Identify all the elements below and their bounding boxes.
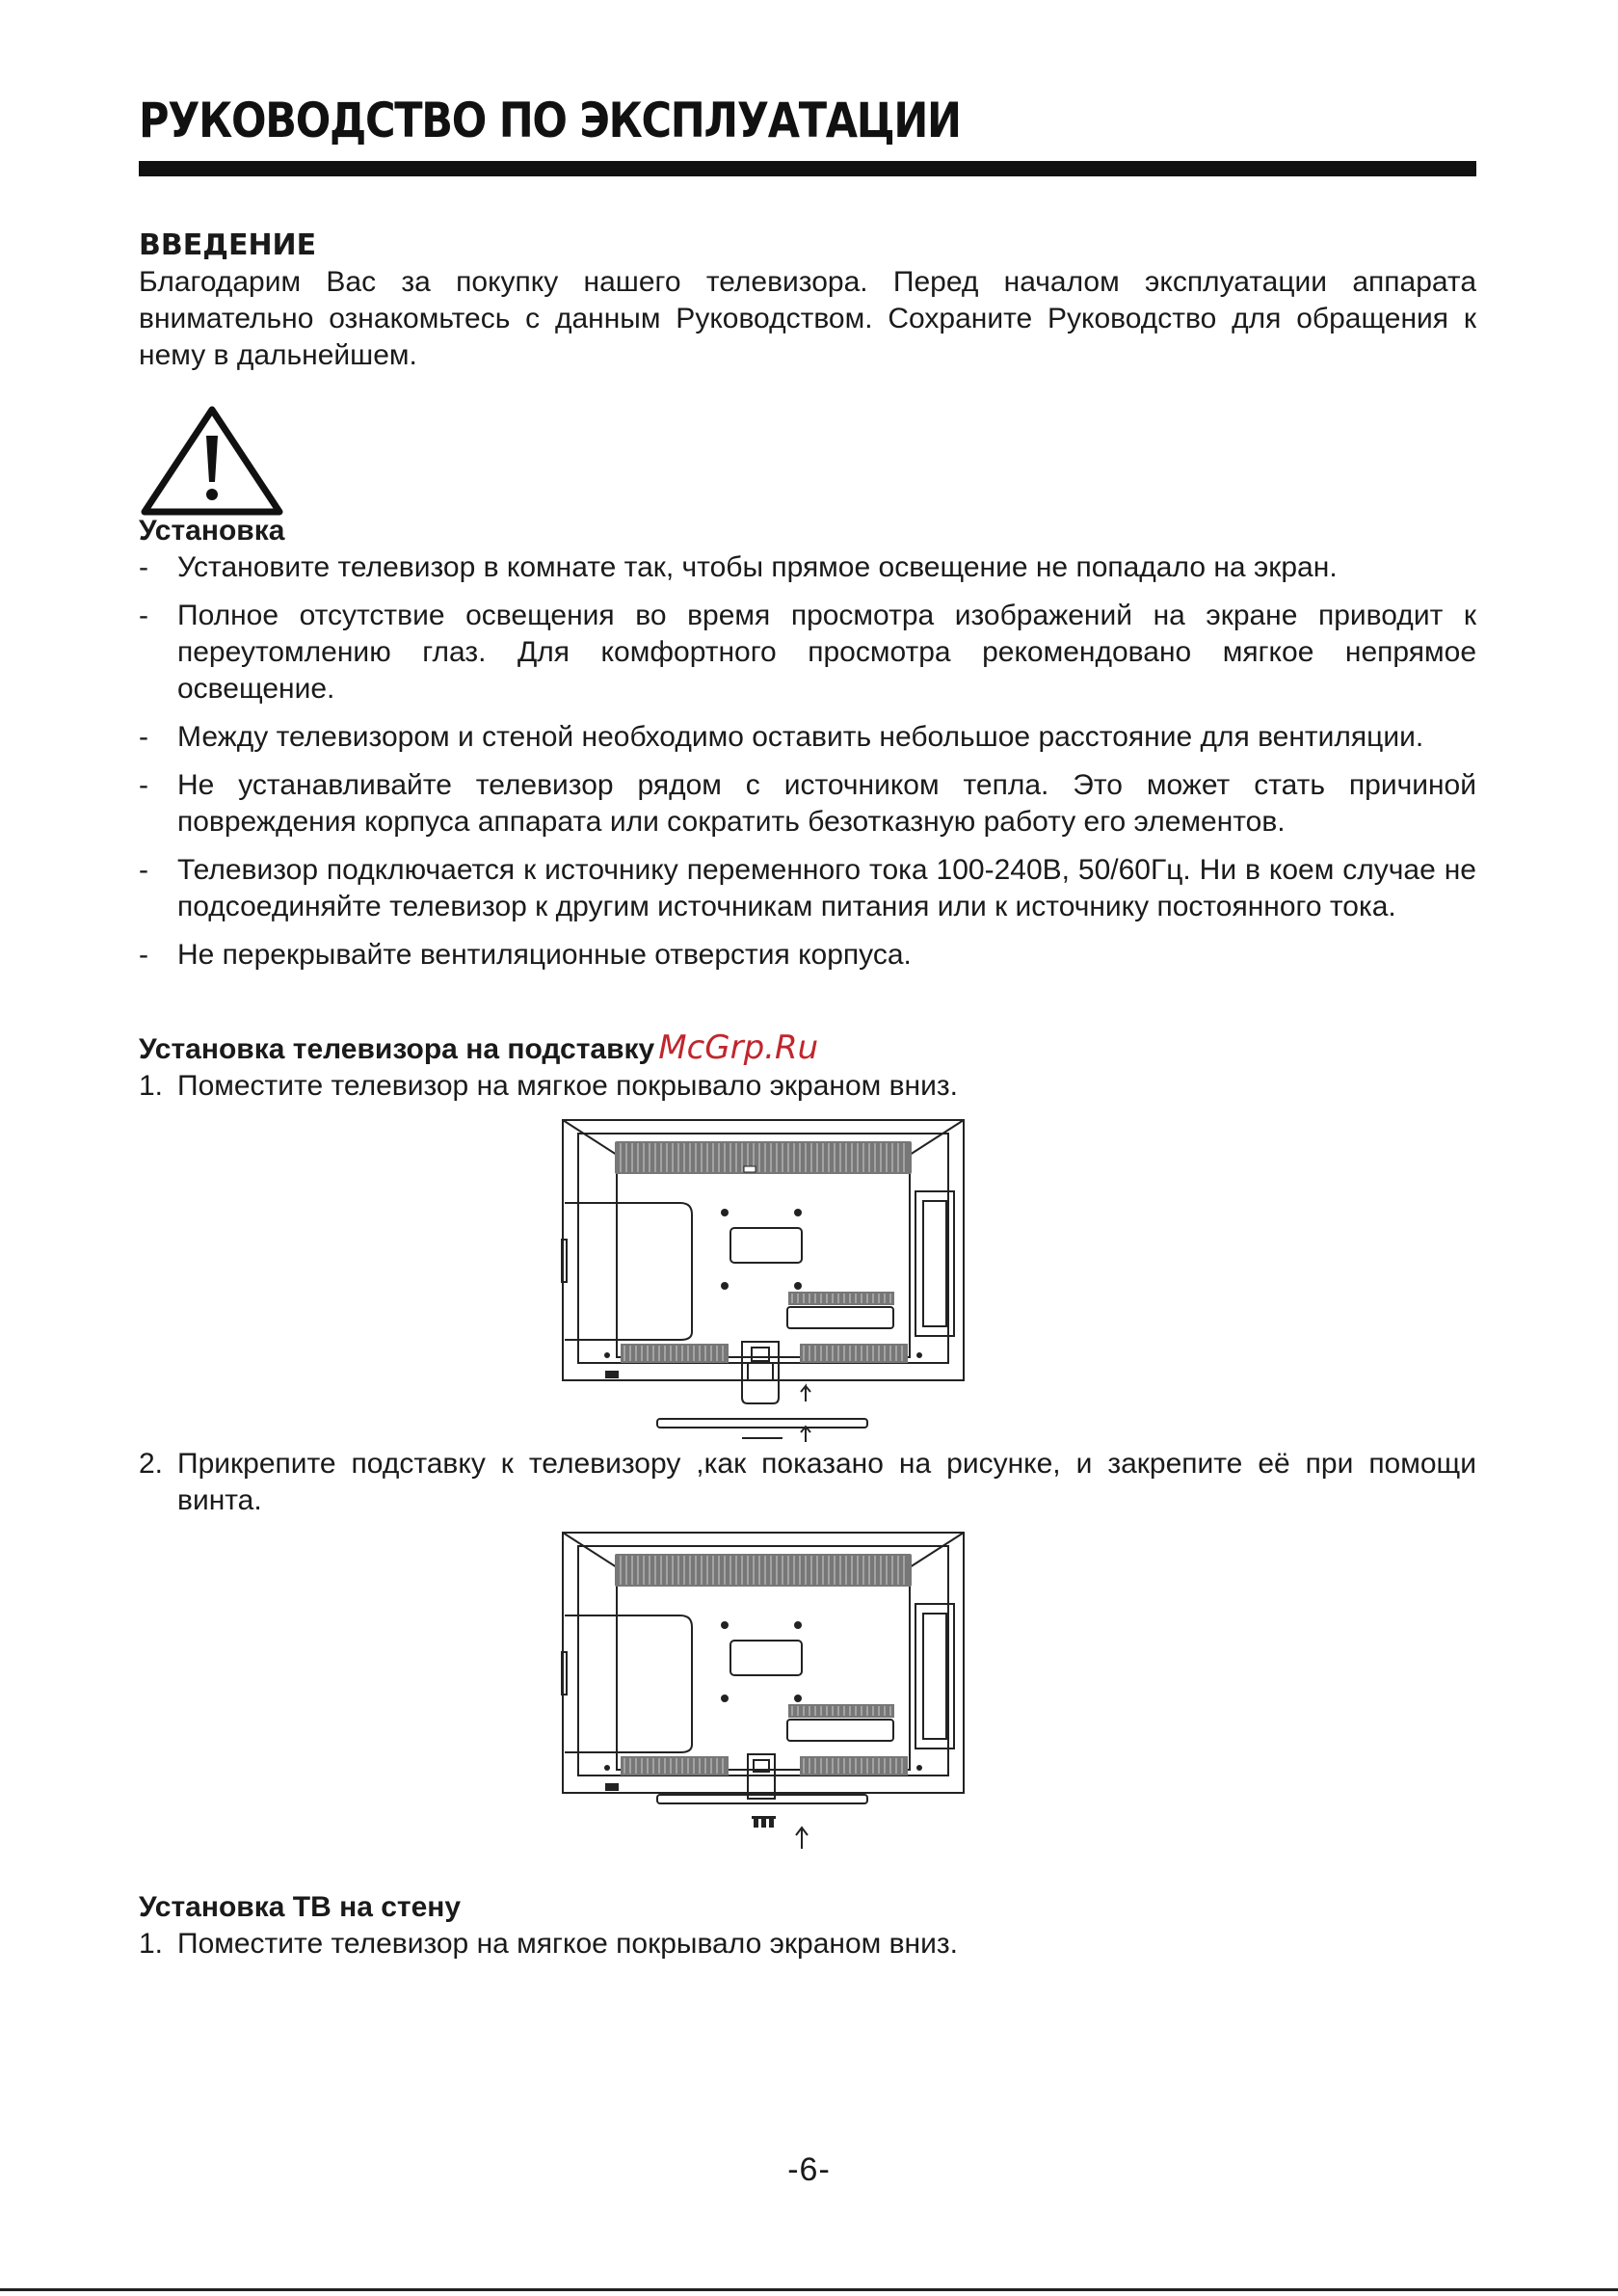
list-dash: -	[139, 600, 148, 631]
warning-icon	[139, 403, 285, 519]
list-item-text: Не перекрывайте вентиляционные отверстия корпуса.	[177, 939, 912, 971]
list-item-text: Установите телевизор в комнате так, чтобы прямое освещение не попадало на экран.	[177, 551, 1338, 583]
step-number: 2.	[139, 1448, 164, 1480]
list-dash: -	[139, 854, 148, 886]
list-item	[139, 1446, 1476, 1519]
list-item	[139, 719, 1476, 756]
list-item	[139, 852, 1476, 925]
tv-back-stand-diagram-1	[561, 1118, 966, 1446]
wall-steps	[139, 1926, 1476, 1962]
step-text: Поместите телевизор на мягкое покрывало экраном вниз.	[177, 1070, 958, 1102]
manual-content	[139, 227, 1476, 1962]
stand-steps	[139, 1068, 1476, 1105]
intro-heading: ВВЕДЕНИЕ	[139, 228, 317, 262]
list-dash: -	[139, 721, 148, 753]
list-dash: -	[139, 939, 148, 971]
list-item-text: Телевизор подключается к источнику переменного тока 100-240В, 50/60Гц. Ни в коем случае не подсоединяйте телевизор к другим источникам питания или к источнику постоянного тока.	[177, 854, 1476, 922]
list-item	[139, 1926, 1476, 1962]
list-dash: -	[139, 551, 148, 583]
list-item	[139, 1068, 1476, 1105]
list-item-text: Не устанавливайте телевизор рядом с источником тепла. Это может стать причиной повреждения корпуса аппарата или сократить безотказную работу его элементов.	[177, 769, 1476, 838]
title-rule	[139, 161, 1476, 176]
stand-steps-continued	[139, 1446, 1476, 1519]
installation-heading: Установка	[139, 515, 285, 547]
list-item	[139, 767, 1476, 841]
bottom-rule	[0, 2288, 1618, 2291]
page-number: -6-	[787, 2151, 831, 2188]
page-title: РУКОВОДСТВО ПО ЭКСПЛУАТАЦИИ	[139, 93, 961, 148]
list-item-text: Полное отсутствие освещения во время просмотра изображений на экране приводит к переутомлению глаз. Для комфортного просмотра рекомендовано мягкое непрямое освещение.	[177, 600, 1476, 705]
installation-list	[139, 549, 1476, 974]
step-number: 1.	[139, 1928, 164, 1960]
list-item	[139, 937, 1476, 974]
watermark: McGrp.Ru	[658, 1028, 819, 1067]
list-item	[139, 549, 1476, 586]
list-item	[139, 598, 1476, 707]
stand-heading: Установка телевизора на подставку	[139, 1033, 655, 1065]
step-text: Прикрепите подставку к телевизору ,как показано на рисунке, и закрепите её при помощи винта.	[177, 1448, 1476, 1516]
step-number: 1.	[139, 1070, 164, 1102]
stand-heading-row	[139, 1029, 1476, 1068]
list-dash: -	[139, 769, 148, 801]
intro-text: Благодарим Вас за покупку нашего телевизора. Перед началом эксплуатации аппарата внимательно ознакомьтесь с данным Руководством. Сохраните Руководство для обращения к нему в дальнейшем.	[139, 266, 1476, 371]
wall-heading: Установка ТВ на стену	[139, 1891, 462, 1923]
tv-back-stand-diagram-2	[561, 1531, 966, 1853]
list-item-text: Между телевизором и стеной необходимо оставить небольшое расстояние для вентиляции.	[177, 721, 1424, 753]
step-text: Поместите телевизор на мягкое покрывало экраном вниз.	[177, 1928, 958, 1960]
warning-block	[139, 403, 1476, 573]
